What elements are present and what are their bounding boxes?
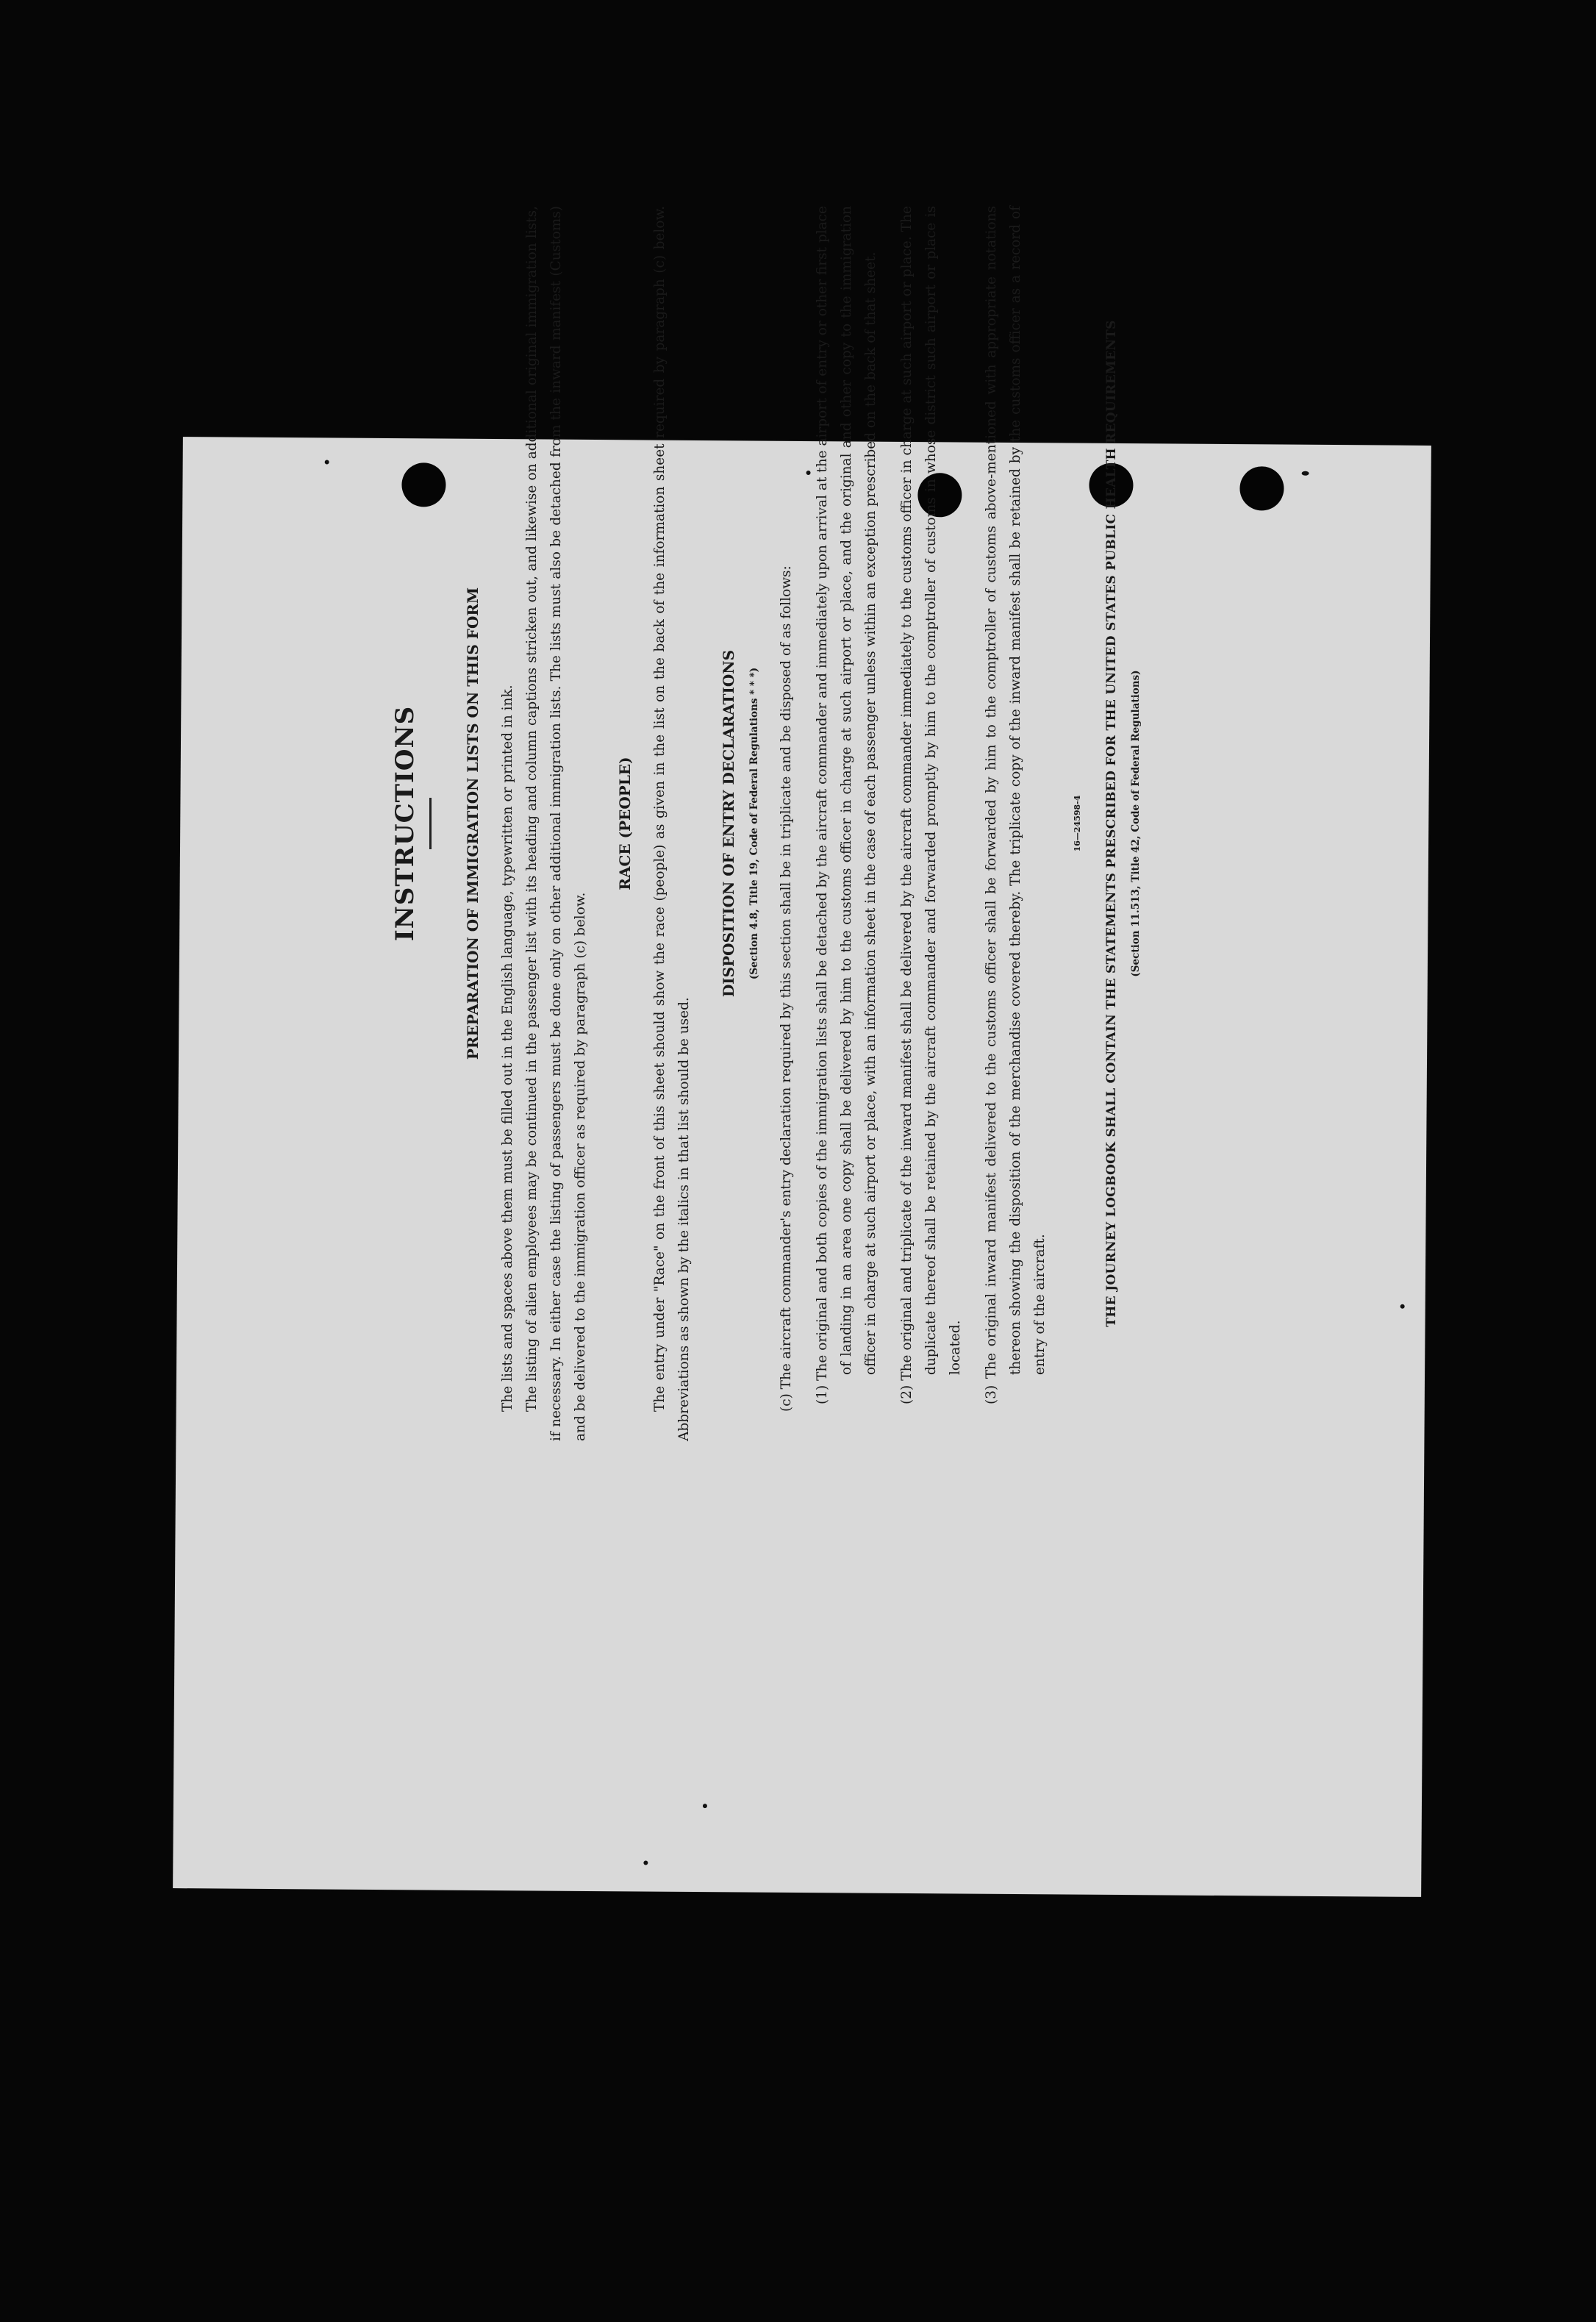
ink-speck	[1302, 471, 1309, 476]
page-title: INSTRUCTIONS	[390, 705, 420, 942]
paragraph: The entry under "Race" on the front of this sheet should show the race (people) as given in the list on the back of the information sheet required by paragraph (c) below. Abbreviations as shown by the italics in that list should be used.	[652, 206, 692, 1441]
ink-speck	[703, 1804, 707, 1808]
list-item: (2) The original and triplicate of the inward manifest shall be delivered by the aircraft commander immediately to the customs officer in charge at such airport or place. The duplicate thereof shall be retained by the aircraft commander and forwarded promptly by him to the comptroller of customs in whose district such airport or place is located.	[899, 206, 963, 1404]
regulation-citation: (Section 4.8, Title 19, Code of Federal Regulations * * *)	[748, 667, 760, 980]
section-heading-race: RACE (PEOPLE)	[616, 757, 634, 890]
list-item: (1) The original and both copies of the immigration lists shall be detached by the aircraft commander and immediately upon arrival at the airport of entry or other first place of landing in an area one copy shall be delivered by him to the customs officer in charge at such airport or place, and the original and other copy to the immigration officer in charge at such airport or place, with an information sheet in the case of each passenger unless within an exception prescribed on the back of that sheet.	[815, 206, 878, 1404]
ink-speck	[1400, 1304, 1405, 1309]
instructions-text-block	[390, 206, 1239, 1441]
paragraph: The listing of alien employees may be continued in the passenger list with its heading and column captions stricken out, and likewise on additional original immigration lists, if necessary. In either case the listing of passengers must be done only on other additional immigration lists. The lists must also be detached from the inward manifest (Customs) and be delivered to the immigration officer as required by paragraph (c) below.	[524, 206, 588, 1441]
section-heading-preparation: PREPARATION OF IMMIGRATION LISTS ON THIS FORM	[464, 587, 482, 1060]
paragraph: The lists and spaces above them must be filled out in the English language, typewritten or printed in ink.	[500, 685, 515, 1412]
punch-hole	[1239, 466, 1284, 510]
section-heading-disposition: DISPOSITION OF ENTRY DECLARATIONS	[720, 649, 737, 998]
title-underline	[429, 798, 432, 849]
paragraph-c: (c) The aircraft commander's entry declaration required by this section shall be in triplicate and be disposed of as follows:	[779, 565, 794, 1412]
form-number: 16—24598-4	[1073, 795, 1082, 852]
closing-statement: THE JOURNEY LOGBOOK SHALL CONTAIN THE STATEMENTS PRESCRIBED FOR THE UNITED STATES PUBLIC HEALTH REQUIREMENTS	[1104, 320, 1119, 1327]
ink-speck	[325, 460, 329, 464]
closing-citation: (Section 11.513, Title 42, Code of Federal Regulations)	[1130, 670, 1142, 977]
list-item: (3) The original inward manifest delivered to the customs officer shall be forwarded by him to the comptroller of customs above-mentioned with appropriate notations thereon showing the disposition of the merchandise covered thereby. The triplicate copy of the inward manifest shall be retained by the customs officer as a record of entry of the aircraft.	[984, 206, 1048, 1404]
ink-speck	[643, 1861, 648, 1865]
